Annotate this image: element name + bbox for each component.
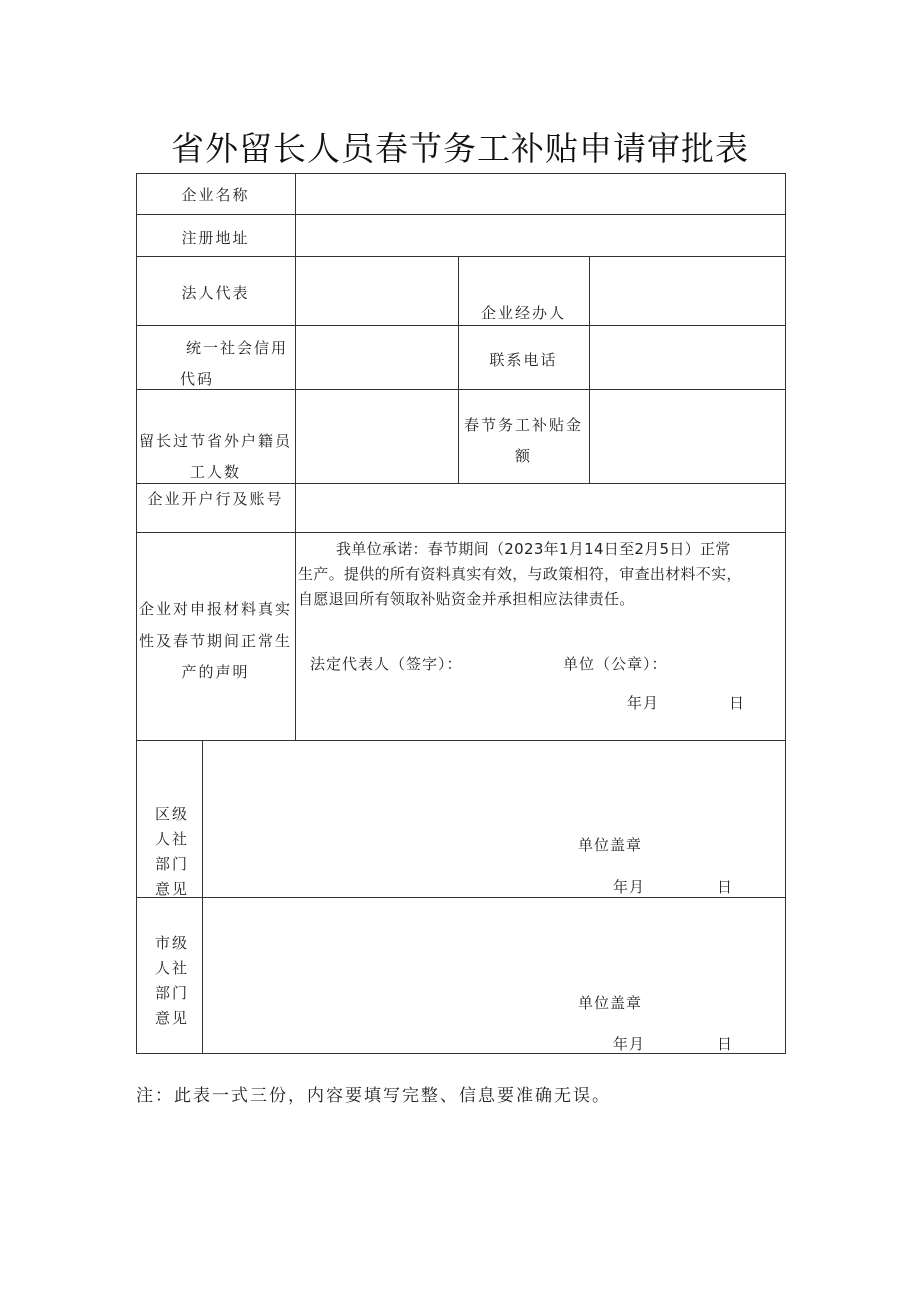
declaration-label-line2: 性及春节期间正常生 bbox=[138, 632, 292, 650]
company-name-field[interactable] bbox=[296, 174, 785, 214]
label-subsidy-line1: 春节务工补贴金 bbox=[463, 416, 583, 434]
city-year-month: 年月 bbox=[613, 1035, 646, 1053]
city-day: 日 bbox=[717, 1035, 735, 1053]
registered-address-field[interactable] bbox=[296, 215, 785, 256]
declaration-text-line3: 自愿退回所有领取补贴资金并承担相应法律责任。 bbox=[298, 590, 635, 608]
company-handler-field[interactable] bbox=[590, 257, 785, 325]
unit-seal-label: 单位（公章）： bbox=[563, 655, 668, 673]
legal-representative-field[interactable] bbox=[296, 257, 458, 325]
declaration-label-line1: 企业对申报材料真实 bbox=[138, 600, 292, 618]
label-bank-account: 企业开户行及账号 bbox=[147, 490, 284, 508]
workers-count-field[interactable] bbox=[296, 390, 458, 483]
district-label-line: 区级 bbox=[155, 805, 190, 823]
footer-note: 注：此表一式三份，内容要填写完整、信息要准确无误。 bbox=[136, 1086, 611, 1106]
declaration-text-line2: 生产。提供的所有资料真实有效，与政策相符，审查出材料不实， bbox=[298, 565, 742, 583]
city-label-line: 意见 bbox=[155, 1009, 190, 1027]
city-label-line: 人社 bbox=[155, 959, 190, 977]
label-credit-code-line2: 代码 bbox=[180, 370, 215, 388]
declaration-day: 日 bbox=[729, 694, 747, 712]
city-opinion-field[interactable] bbox=[203, 898, 785, 988]
district-label-line: 人社 bbox=[155, 830, 190, 848]
district-opinion-label bbox=[155, 802, 189, 902]
bank-account-field[interactable] bbox=[296, 484, 785, 532]
subsidy-amount-field[interactable] bbox=[590, 390, 785, 483]
city-seal-label: 单位盖章 bbox=[578, 994, 643, 1012]
district-year-month: 年月 bbox=[613, 878, 646, 896]
label-credit-code-line1: 统一社会信用 bbox=[186, 339, 289, 357]
label-workers-line2: 工人数 bbox=[189, 463, 241, 481]
district-day: 日 bbox=[717, 878, 735, 896]
label-subsidy-line2: 额 bbox=[514, 447, 532, 465]
label-legal-representative: 法人代表 bbox=[181, 284, 250, 302]
declaration-year-month: 年月 bbox=[627, 694, 660, 712]
legal-rep-signature-label: 法定代表人（签字）： bbox=[310, 655, 463, 673]
label-registered-address: 注册地址 bbox=[181, 229, 250, 247]
declaration-label-line3: 产的声明 bbox=[181, 663, 250, 681]
district-seal-label: 单位盖章 bbox=[578, 836, 643, 854]
table-border-bottom bbox=[136, 1053, 786, 1054]
table-border-right bbox=[785, 173, 786, 1054]
credit-code-field[interactable] bbox=[296, 326, 458, 389]
district-opinion-field[interactable] bbox=[203, 741, 785, 831]
label-workers-line1: 留长过节省外户籍员 bbox=[138, 432, 292, 450]
declaration-text-line1: 我单位承诺：春节期间（2023年1月14日至2月5日）正常 bbox=[336, 540, 731, 558]
city-label-line: 市级 bbox=[155, 934, 190, 952]
district-label-line: 部门 bbox=[155, 855, 190, 873]
district-label-line: 意见 bbox=[155, 880, 190, 898]
row-divider bbox=[136, 532, 786, 533]
page-title: 省外留长人员春节务工补贴申请审批表 bbox=[171, 129, 749, 168]
contact-phone-field[interactable] bbox=[590, 326, 785, 389]
city-opinion-label bbox=[155, 931, 189, 1031]
city-label-line: 部门 bbox=[155, 984, 190, 1002]
declaration-text bbox=[298, 537, 786, 612]
label-company-handler: 企业经办人 bbox=[480, 304, 566, 322]
label-company-name: 企业名称 bbox=[181, 186, 250, 204]
label-contact-phone: 联系电话 bbox=[489, 351, 558, 369]
